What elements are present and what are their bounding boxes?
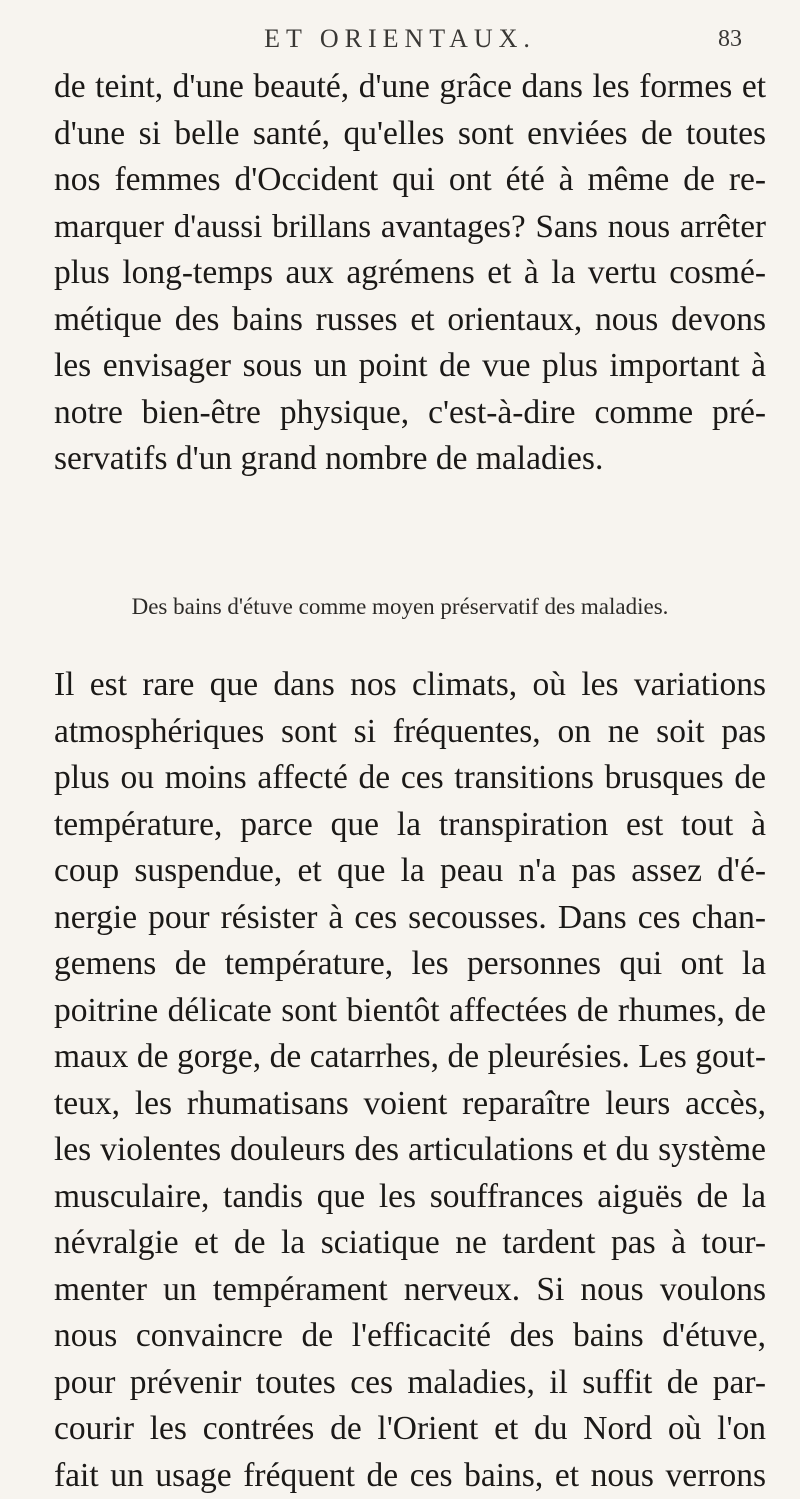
- running-title: ET ORIENTAUX.: [0, 24, 800, 54]
- text-line: poitrine délicate sont bientôt affectées de rhumes, de: [54, 988, 766, 1035]
- text-line: servatifs d'un grand nombre de maladies.: [54, 436, 766, 483]
- text-line: plus ou moins affecté de ces transitions brusques de: [54, 755, 766, 802]
- text-line: coup suspendue, et que la peau n'a pas assez d'é-: [54, 848, 766, 895]
- text-line: musculaire, tandis que les souffrances aiguës de la: [54, 1174, 766, 1221]
- text-line: nergie pour résister à ces secousses. Dans ces chan-: [54, 895, 766, 942]
- text-line: fait un usage fréquent de ces bains, et nous verrons: [54, 1453, 766, 1499]
- text-line: atmosphériques sont si fréquentes, on ne soit pas: [54, 709, 766, 756]
- paragraph-2: [54, 662, 766, 1499]
- text-line: les violentes douleurs des articulations et du système: [54, 1127, 766, 1174]
- text-line: métique des bains russes et orientaux, nous devons: [54, 297, 766, 344]
- text-line: nous convaincre de l'efficacité des bains d'étuve,: [54, 1313, 766, 1360]
- text-line: menter un tempérament nerveux. Si nous voulons: [54, 1267, 766, 1314]
- section-note: Des bains d'étuve comme moyen préservatif des maladies.: [0, 594, 800, 620]
- running-head: [0, 20, 800, 60]
- paragraph-1: [54, 64, 766, 483]
- text-line: plus long-temps aux agrémens et à la vertu cosmé-: [54, 250, 766, 297]
- text-line: notre bien-être physique, c'est-à-dire comme pré-: [54, 390, 766, 437]
- page-number: 83: [718, 26, 742, 53]
- text-line: les envisager sous un point de vue plus important à: [54, 343, 766, 390]
- text-line: marquer d'aussi brillans avantages? Sans nous arrêter: [54, 204, 766, 251]
- text-line: d'une si belle santé, qu'elles sont enviées de toutes: [54, 111, 766, 158]
- text-line: température, parce que la transpiration est tout à: [54, 802, 766, 849]
- text-line: gemens de température, les personnes qui ont la: [54, 941, 766, 988]
- text-line: courir les contrées de l'Orient et du Nord où l'on: [54, 1406, 766, 1453]
- text-line: teux, les rhumatisans voient reparaître leurs accès,: [54, 1081, 766, 1128]
- text-line: nos femmes d'Occident qui ont été à même de re-: [54, 157, 766, 204]
- text-line: Il est rare que dans nos climats, où les variations: [54, 662, 766, 709]
- text-line: de teint, d'une beauté, d'une grâce dans les formes et: [54, 64, 766, 111]
- text-line: pour prévenir toutes ces maladies, il suffit de par-: [54, 1360, 766, 1407]
- text-line: névralgie et de la sciatique ne tardent pas à tour-: [54, 1220, 766, 1267]
- text-line: maux de gorge, de catarrhes, de pleurésies. Les gout-: [54, 1034, 766, 1081]
